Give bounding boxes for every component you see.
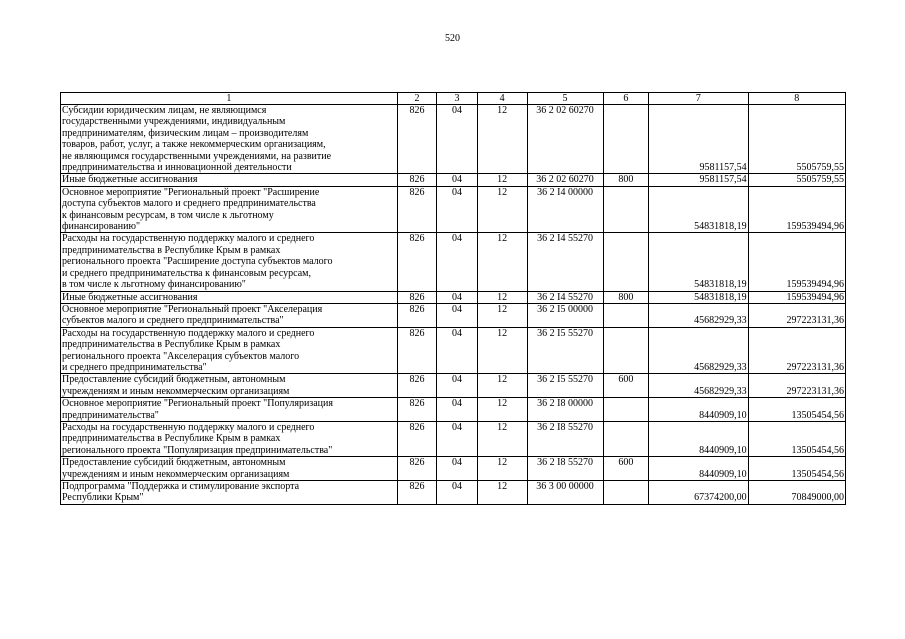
code-target: 36 2 I4 55270 (527, 291, 603, 303)
code-target: 36 2 I5 00000 (527, 303, 603, 327)
code-section: 04 (437, 421, 478, 456)
amount-year-2: 13505454,56 (748, 398, 845, 422)
code-expense-type (603, 398, 649, 422)
code-subsection: 12 (477, 174, 527, 186)
amount-year-2: 5505759,55 (748, 174, 845, 186)
code-target: 36 2 I8 55270 (527, 457, 603, 481)
amount-year-1: 45682929,33 (649, 327, 748, 374)
code-target: 36 2 I8 00000 (527, 398, 603, 422)
amount-year-2: 13505454,56 (748, 421, 845, 456)
row-name: Основное мероприятие "Региональный проект "Популяризация предпринимательства" (61, 398, 398, 422)
code-ministry: 826 (397, 421, 437, 456)
amount-year-1: 67374200,00 (649, 481, 748, 505)
code-section: 04 (437, 398, 478, 422)
table-row (61, 303, 846, 327)
amount-year-2: 70849000,00 (748, 481, 845, 505)
header-row (61, 93, 846, 105)
amount-year-1: 45682929,33 (649, 303, 748, 327)
code-expense-type (603, 421, 649, 456)
code-expense-type (603, 327, 649, 374)
column-header: 2 (397, 93, 437, 105)
table-row (61, 174, 846, 186)
table-row (61, 398, 846, 422)
row-name: Иные бюджетные ассигнования (61, 174, 398, 186)
code-target: 36 2 I8 55270 (527, 421, 603, 456)
code-ministry: 826 (397, 233, 437, 291)
code-section: 04 (437, 291, 478, 303)
code-ministry: 826 (397, 186, 437, 233)
amount-year-2: 5505759,55 (748, 105, 845, 174)
code-section: 04 (437, 105, 478, 174)
amount-year-2: 297223131,36 (748, 303, 845, 327)
code-subsection: 12 (477, 481, 527, 505)
code-section: 04 (437, 374, 478, 398)
code-target: 36 2 I5 55270 (527, 374, 603, 398)
amount-year-1: 54831818,19 (649, 291, 748, 303)
code-subsection: 12 (477, 186, 527, 233)
code-subsection: 12 (477, 291, 527, 303)
budget-table (60, 92, 846, 505)
row-name: Субсидии юридическим лицам, не являющимся государственными учреждениями, индивидуальным предпринимателям, физическим лицам – производителям товаров, работ, услуг, а также некоммерческим организациям, не являющимся государственными учреждениями, на развитие предпринимательства и инновационной деятельности (61, 105, 398, 174)
table-row (61, 374, 846, 398)
code-expense-type: 600 (603, 374, 649, 398)
code-subsection: 12 (477, 105, 527, 174)
code-ministry: 826 (397, 374, 437, 398)
row-name: Иные бюджетные ассигнования (61, 291, 398, 303)
code-section: 04 (437, 303, 478, 327)
code-expense-type (603, 303, 649, 327)
code-subsection: 12 (477, 233, 527, 291)
column-header: 3 (437, 93, 478, 105)
amount-year-1: 9581157,54 (649, 105, 748, 174)
code-section: 04 (437, 327, 478, 374)
code-section: 04 (437, 174, 478, 186)
page-number: 520 (445, 33, 460, 44)
code-subsection: 12 (477, 398, 527, 422)
amount-year-2: 159539494,96 (748, 186, 845, 233)
amount-year-2: 297223131,36 (748, 327, 845, 374)
amount-year-1: 8440909,10 (649, 421, 748, 456)
table-row (61, 291, 846, 303)
code-ministry: 826 (397, 291, 437, 303)
row-name: Расходы на государственную поддержку малого и среднего предпринимательства в Республике Крым в рамках регионального проекта "Расширение доступа субъектов малого и среднего предпринимательства к финансовым ресурсам, в том числе к льготному финансированию" (61, 233, 398, 291)
amount-year-1: 9581157,54 (649, 174, 748, 186)
code-expense-type: 600 (603, 457, 649, 481)
table-row (61, 327, 846, 374)
code-subsection: 12 (477, 457, 527, 481)
code-ministry: 826 (397, 327, 437, 374)
code-expense-type: 800 (603, 291, 649, 303)
column-header: 6 (603, 93, 649, 105)
amount-year-1: 8440909,10 (649, 457, 748, 481)
code-expense-type (603, 105, 649, 174)
column-header: 7 (649, 93, 748, 105)
column-header: 8 (748, 93, 845, 105)
row-name: Расходы на государственную поддержку малого и среднего предпринимательства в Республике Крым в рамках регионального проекта "Популяризация предпринимательства" (61, 421, 398, 456)
code-target: 36 2 I4 00000 (527, 186, 603, 233)
amount-year-1: 45682929,33 (649, 374, 748, 398)
code-section: 04 (437, 457, 478, 481)
code-section: 04 (437, 186, 478, 233)
code-section: 04 (437, 481, 478, 505)
code-subsection: 12 (477, 374, 527, 398)
amount-year-2: 159539494,96 (748, 291, 845, 303)
table-row (61, 481, 846, 505)
code-subsection: 12 (477, 303, 527, 327)
code-subsection: 12 (477, 421, 527, 456)
code-target: 36 2 I5 55270 (527, 327, 603, 374)
column-header: 4 (477, 93, 527, 105)
code-subsection: 12 (477, 327, 527, 374)
code-expense-type (603, 233, 649, 291)
code-ministry: 826 (397, 105, 437, 174)
code-ministry: 826 (397, 481, 437, 505)
row-name: Подпрограмма "Поддержка и стимулирование экспорта Республики Крым" (61, 481, 398, 505)
table-row (61, 421, 846, 456)
column-header: 1 (61, 93, 398, 105)
row-name: Основное мероприятие "Региональный проект "Расширение доступа субъектов малого и среднего предпринимательства к финансовым ресурсам, в том числе к льготному финансированию" (61, 186, 398, 233)
code-ministry: 826 (397, 398, 437, 422)
row-name: Расходы на государственную поддержку малого и среднего предпринимательства в Республике Крым в рамках регионального проекта "Акселерация субъектов малого и среднего предпринимательства" (61, 327, 398, 374)
code-ministry: 826 (397, 303, 437, 327)
code-expense-type (603, 481, 649, 505)
code-expense-type (603, 186, 649, 233)
row-name: Предоставление субсидий бюджетным, автономным учреждениям и иным некоммерческим организациям (61, 374, 398, 398)
amount-year-2: 13505454,56 (748, 457, 845, 481)
amount-year-2: 159539494,96 (748, 233, 845, 291)
code-target: 36 3 00 00000 (527, 481, 603, 505)
table-row (61, 105, 846, 174)
code-ministry: 826 (397, 174, 437, 186)
amount-year-1: 54831818,19 (649, 186, 748, 233)
code-target: 36 2 I4 55270 (527, 233, 603, 291)
table-row (61, 186, 846, 233)
amount-year-1: 8440909,10 (649, 398, 748, 422)
code-target: 36 2 02 60270 (527, 105, 603, 174)
table-row (61, 457, 846, 481)
column-header: 5 (527, 93, 603, 105)
code-expense-type: 800 (603, 174, 649, 186)
code-target: 36 2 02 60270 (527, 174, 603, 186)
amount-year-2: 297223131,36 (748, 374, 845, 398)
table-row (61, 233, 846, 291)
row-name: Основное мероприятие "Региональный проект "Акселерация субъектов малого и среднего предпринимательства" (61, 303, 398, 327)
code-section: 04 (437, 233, 478, 291)
code-ministry: 826 (397, 457, 437, 481)
amount-year-1: 54831818,19 (649, 233, 748, 291)
row-name: Предоставление субсидий бюджетным, автономным учреждениям и иным некоммерческим организациям (61, 457, 398, 481)
